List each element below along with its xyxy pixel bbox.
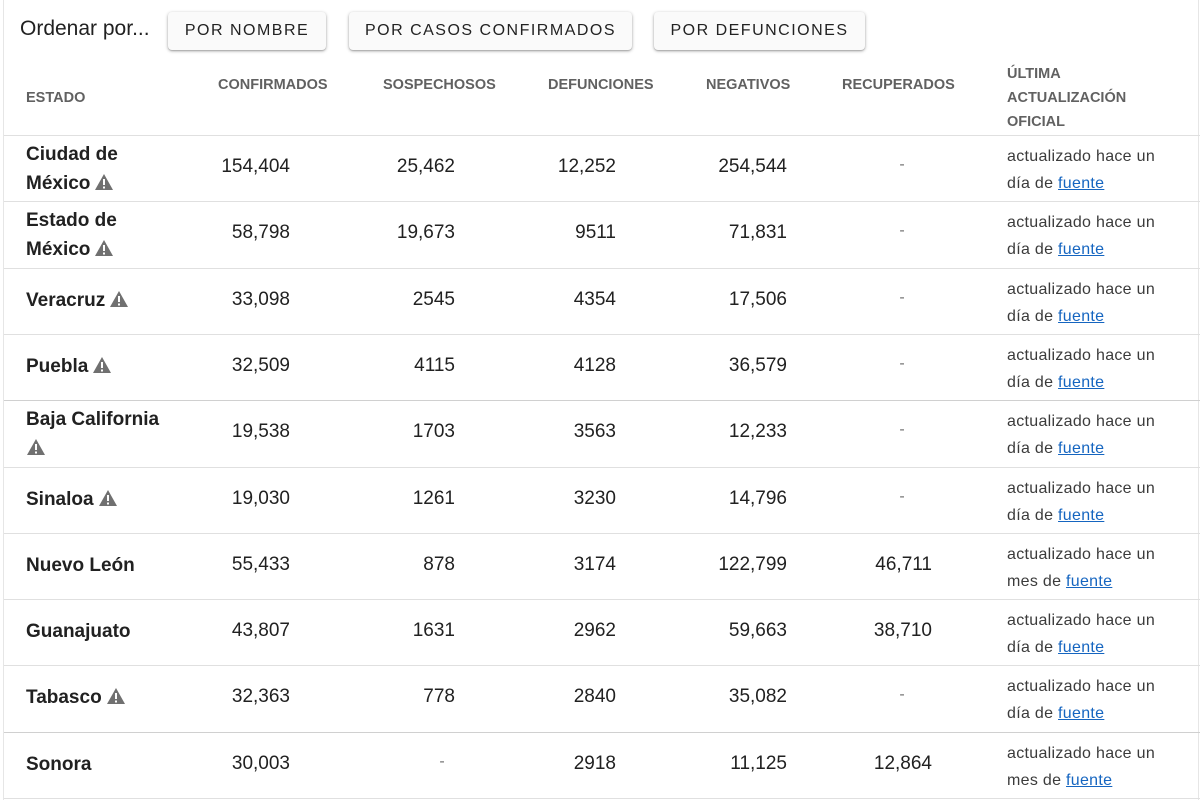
header-confirmados[interactable]: CONFIRMADOS: [218, 77, 328, 93]
cell-defunciones: 4128: [573, 355, 616, 376]
cell-recuperados: -: [899, 156, 905, 173]
last-update-cell: [1007, 475, 1192, 529]
update-text: actualizado hace un: [1007, 214, 1156, 231]
table-row: [0, 467, 1200, 533]
cell-defunciones: 9511: [575, 222, 616, 243]
cell-negativos: 14,796: [728, 488, 787, 509]
header-actualizacion-line3: OFICIAL: [1007, 114, 1065, 130]
cell-recuperados: -: [899, 488, 905, 505]
warning-triangle-icon: [92, 356, 112, 374]
update-prefix: día de: [1007, 308, 1054, 325]
table-row: [0, 334, 1200, 400]
sort-by-deaths-button[interactable]: POR DEFUNCIONES: [654, 12, 865, 50]
cell-sospechosos: 19,673: [396, 222, 455, 243]
cell-negativos: 71,831: [728, 222, 787, 243]
last-update-cell: [1007, 143, 1192, 197]
update-prefix: día de: [1007, 241, 1054, 258]
cell-sospechosos: 4115: [414, 355, 455, 376]
cell-defunciones: 2840: [573, 686, 616, 707]
last-update-cell: [1007, 408, 1192, 462]
cell-negativos: 59,663: [728, 620, 787, 641]
row-divider: [4, 798, 1200, 799]
update-prefix: día de: [1007, 507, 1054, 524]
cell-confirmados: 154,404: [221, 156, 290, 177]
cell-negativos: 11,125: [730, 753, 787, 774]
update-text: actualizado hace un: [1007, 678, 1156, 695]
cell-confirmados: 32,363: [231, 686, 290, 707]
header-defunciones[interactable]: DEFUNCIONES: [548, 77, 654, 93]
table-row: [0, 732, 1200, 798]
cell-defunciones: 3230: [573, 488, 616, 509]
state-name-line1: Guanajuato: [26, 621, 131, 642]
update-prefix: día de: [1007, 175, 1054, 192]
cell-negativos: 17,506: [728, 289, 787, 310]
sort-by-name-button[interactable]: POR NOMBRE: [168, 12, 326, 50]
header-estado[interactable]: ESTADO: [26, 90, 86, 106]
cell-confirmados: 43,807: [231, 620, 290, 641]
header-recuperados[interactable]: RECUPERADOS: [842, 77, 955, 93]
table-row: [0, 599, 1200, 665]
table-row: [0, 201, 1200, 267]
update-prefix: mes de: [1007, 573, 1062, 590]
warning-triangle-icon: [109, 290, 129, 308]
cell-defunciones: 12,252: [557, 156, 616, 177]
cell-recuperados: -: [899, 421, 905, 438]
state-name-line2: México: [26, 173, 91, 194]
cell-sospechosos: -: [439, 753, 445, 770]
cell-recuperados: 46,711: [875, 554, 932, 575]
state-name-line2: México: [26, 239, 91, 260]
source-link[interactable]: fuente: [1058, 308, 1105, 325]
cell-confirmados: 55,433: [231, 554, 290, 575]
cell-sospechosos: 778: [423, 686, 455, 707]
source-link[interactable]: fuente: [1058, 175, 1105, 192]
update-prefix: día de: [1007, 440, 1054, 457]
table-header: [0, 60, 1200, 135]
cell-sospechosos: 2545: [412, 289, 455, 310]
source-link[interactable]: fuente: [1066, 772, 1113, 789]
update-text: actualizado hace un: [1007, 612, 1156, 629]
state-name-line1: Veracruz: [26, 290, 106, 311]
warning-triangle-icon: [106, 687, 126, 705]
state-name-line1: Ciudad de: [26, 144, 118, 165]
state-name-line1: Nuevo León: [26, 555, 135, 576]
cell-defunciones: 3563: [573, 421, 616, 442]
update-text: actualizado hace un: [1007, 148, 1156, 165]
state-name-line1: Baja California: [26, 409, 160, 430]
last-update-cell: [1007, 342, 1192, 396]
update-text: actualizado hace un: [1007, 347, 1156, 364]
cell-negativos: 12,233: [728, 421, 787, 442]
update-text: actualizado hace un: [1007, 281, 1156, 298]
sort-label: Ordenar por...: [20, 17, 150, 40]
cell-negativos: 122,799: [718, 554, 787, 575]
table-row: [0, 135, 1200, 201]
update-prefix: día de: [1007, 374, 1054, 391]
source-link[interactable]: fuente: [1058, 374, 1105, 391]
update-text: actualizado hace un: [1007, 480, 1156, 497]
state-name-line1: Tabasco: [26, 687, 102, 708]
cell-sospechosos: 1261: [412, 488, 455, 509]
cell-negativos: 35,082: [728, 686, 787, 707]
cell-sospechosos: 1703: [412, 421, 455, 442]
last-update-cell: [1007, 607, 1192, 661]
cell-negativos: 254,544: [718, 156, 787, 177]
cell-confirmados: 33,098: [231, 289, 290, 310]
source-link[interactable]: fuente: [1058, 639, 1105, 656]
update-prefix: día de: [1007, 705, 1054, 722]
header-sospechosos[interactable]: SOSPECHOSOS: [383, 77, 496, 93]
state-name-line1: Puebla: [26, 356, 89, 377]
cell-recuperados: -: [899, 686, 905, 703]
warning-triangle-icon: [26, 438, 46, 456]
last-update-cell: [1007, 673, 1192, 727]
warning-triangle-icon: [94, 173, 114, 191]
last-update-cell: [1007, 276, 1192, 330]
cell-sospechosos: 1631: [412, 620, 455, 641]
cell-defunciones: 4354: [573, 289, 616, 310]
cell-recuperados: -: [899, 355, 905, 372]
header-negativos[interactable]: NEGATIVOS: [706, 77, 791, 93]
header-actualizacion-line2: ACTUALIZACIÓN: [1007, 90, 1127, 106]
last-update-cell: [1007, 541, 1192, 595]
header-ultima-actualizacion[interactable]: [1007, 62, 1126, 134]
source-link[interactable]: fuente: [1058, 241, 1105, 258]
update-text: actualizado hace un: [1007, 546, 1156, 563]
warning-triangle-icon: [94, 239, 114, 257]
cell-recuperados: -: [899, 222, 905, 239]
update-prefix: mes de: [1007, 772, 1062, 789]
last-update-cell: [1007, 740, 1192, 794]
sort-by-confirmed-button[interactable]: POR CASOS CONFIRMADOS: [349, 12, 632, 50]
cell-defunciones: 3174: [573, 554, 616, 575]
table-row: [0, 533, 1200, 599]
cell-recuperados: -: [899, 289, 905, 306]
state-name-line1: Sonora: [26, 754, 92, 775]
cell-confirmados: 30,003: [231, 753, 290, 774]
warning-triangle-icon: [98, 489, 118, 507]
source-link[interactable]: fuente: [1066, 573, 1113, 590]
last-update-cell: [1007, 209, 1192, 263]
source-link[interactable]: fuente: [1058, 705, 1105, 722]
sort-bar: [0, 0, 1200, 60]
cell-confirmados: 19,030: [231, 488, 290, 509]
update-text: actualizado hace un: [1007, 745, 1156, 762]
cell-confirmados: 32,509: [231, 355, 290, 376]
cell-recuperados: 12,864: [873, 753, 932, 774]
update-prefix: día de: [1007, 639, 1054, 656]
cell-defunciones: 2918: [573, 753, 616, 774]
table-row: [0, 665, 1200, 731]
cell-sospechosos: 25,462: [396, 156, 455, 177]
cell-confirmados: 19,538: [231, 421, 290, 442]
cell-negativos: 36,579: [728, 355, 787, 376]
update-text: actualizado hace un: [1007, 413, 1156, 430]
cell-sospechosos: 878: [423, 554, 455, 575]
state-name-line1: Sinaloa: [26, 489, 94, 510]
state-name-line1: Estado de: [26, 210, 117, 231]
cell-recuperados: 38,710: [873, 620, 932, 641]
source-link[interactable]: fuente: [1058, 440, 1105, 457]
cell-confirmados: 58,798: [231, 222, 290, 243]
cell-defunciones: 2962: [573, 620, 616, 641]
table-row: [0, 268, 1200, 334]
source-link[interactable]: fuente: [1058, 507, 1105, 524]
header-actualizacion-line1: ÚLTIMA: [1007, 66, 1061, 82]
table-row: [0, 400, 1200, 466]
